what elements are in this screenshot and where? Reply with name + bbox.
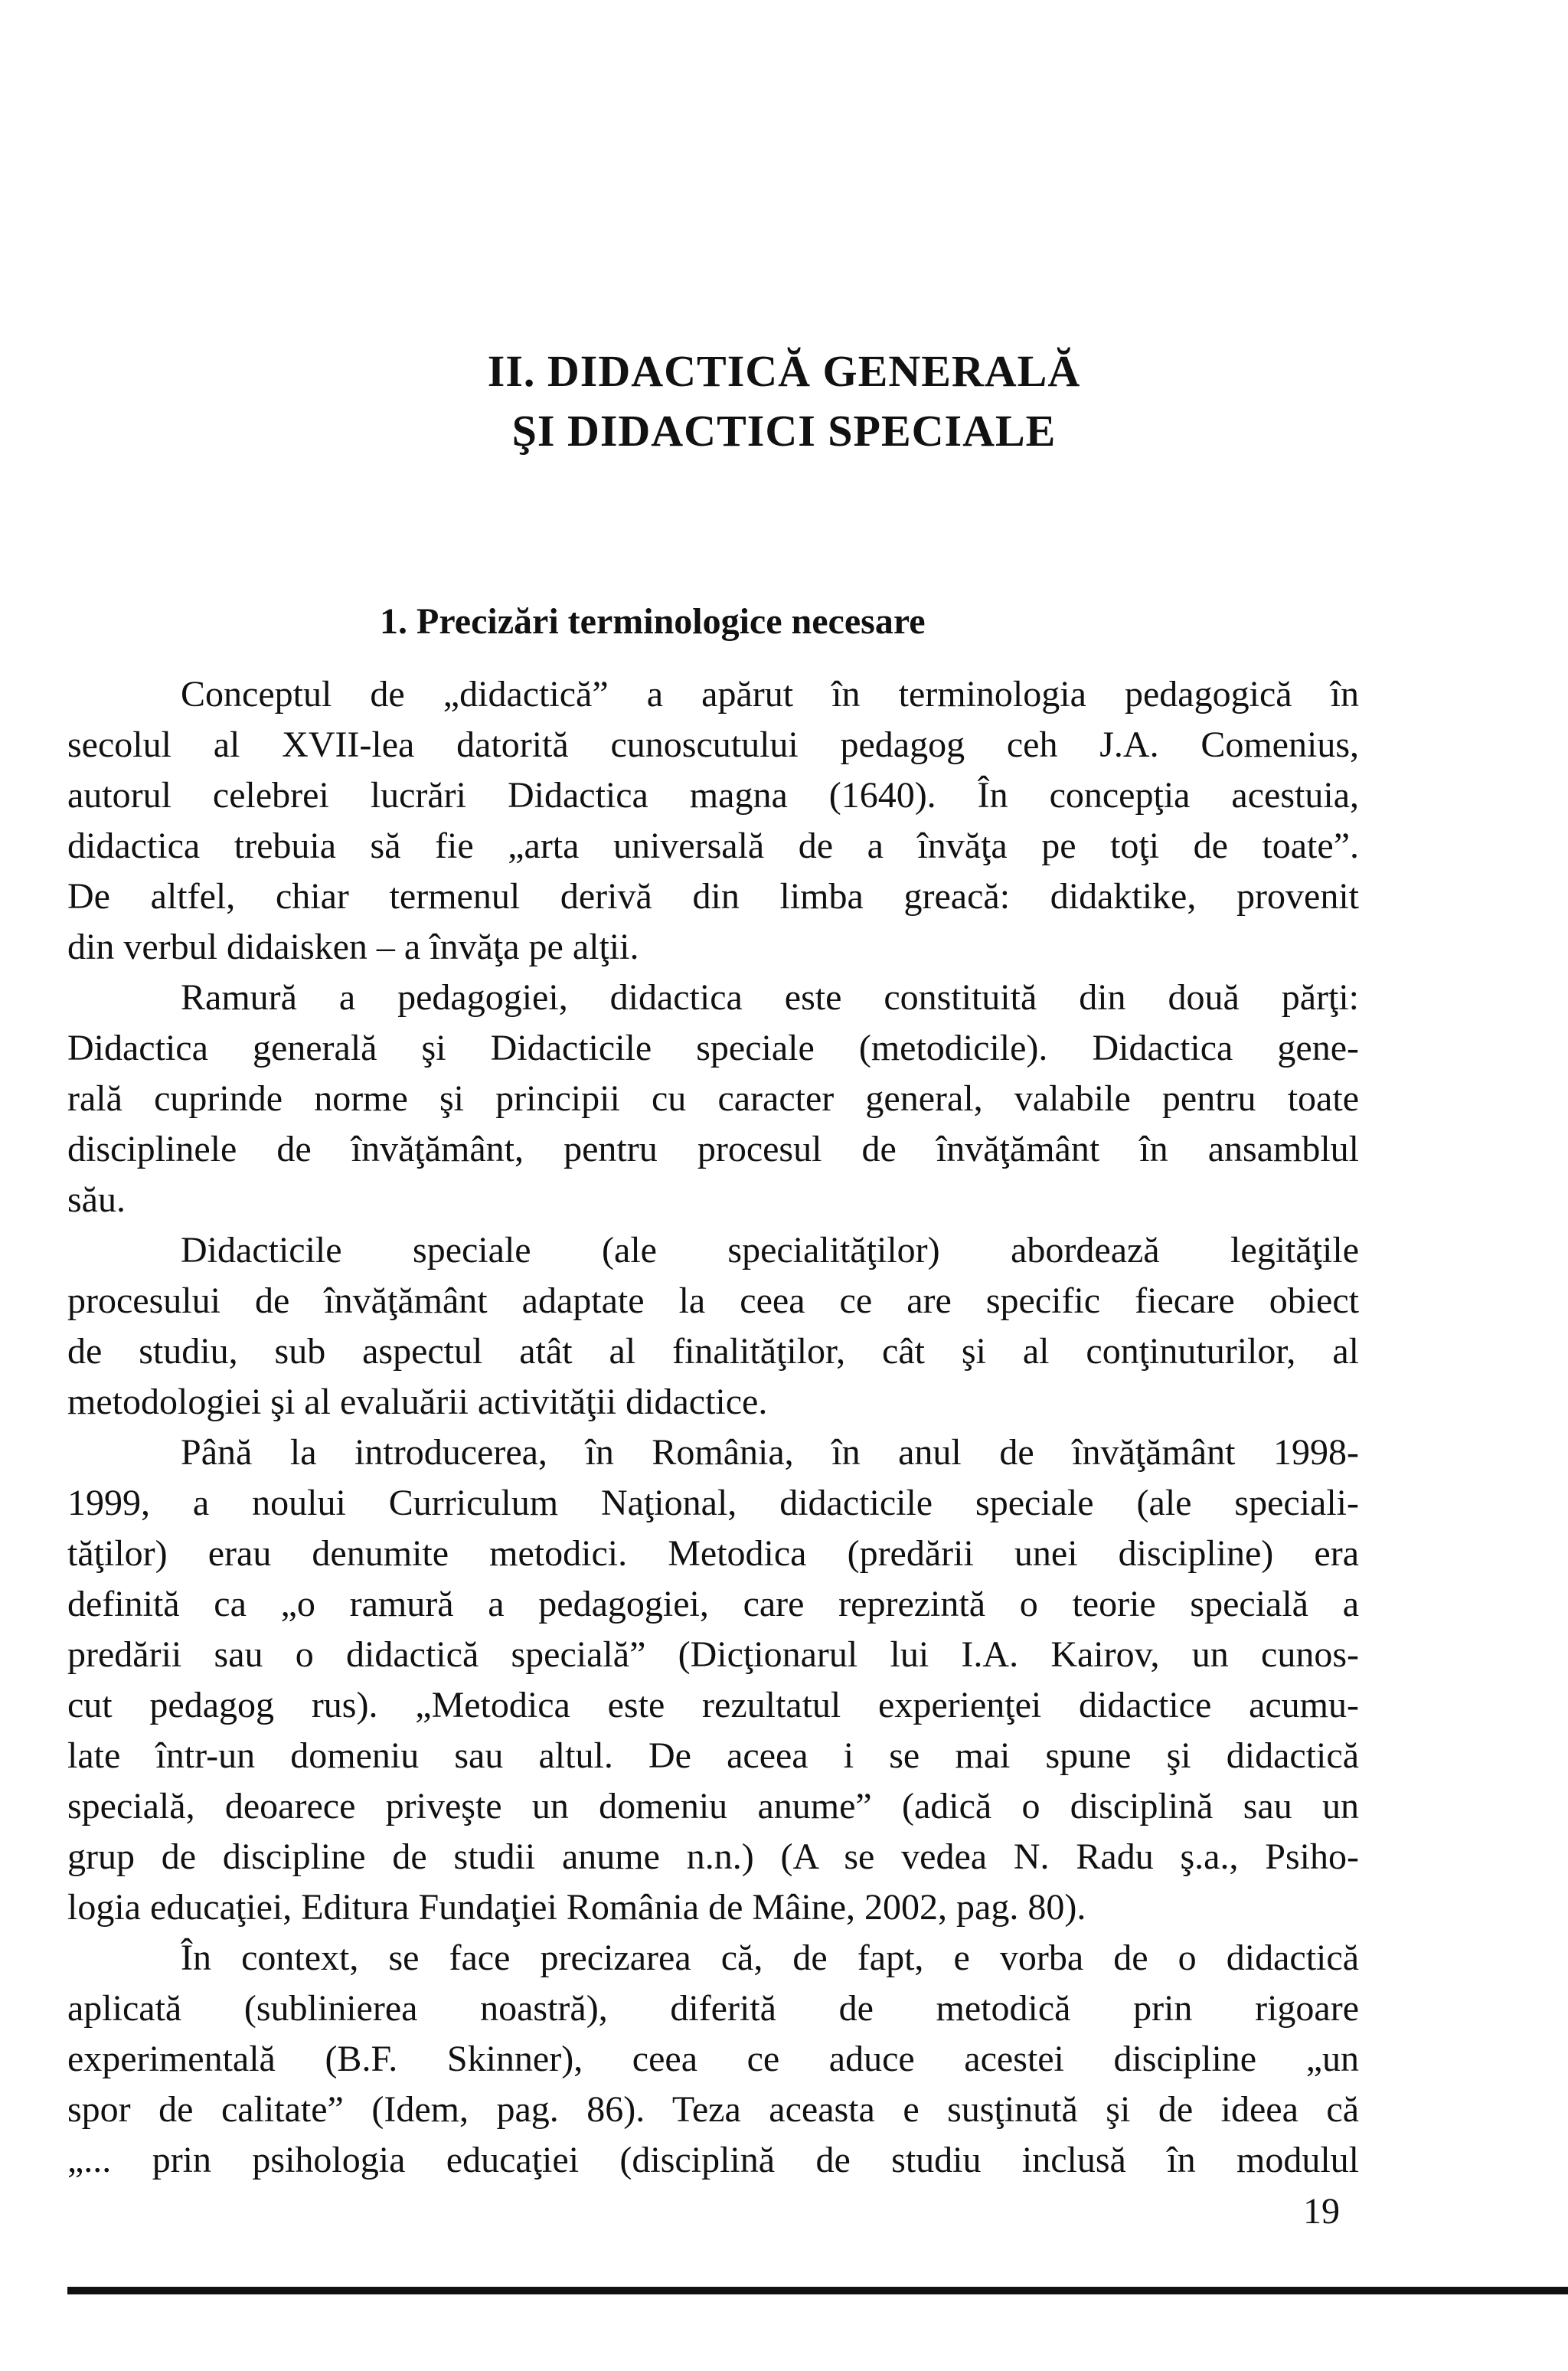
chapter-title-line-1: II. DIDACTICĂ GENERALĂ — [487, 346, 1081, 396]
body-line: tăţilor) erau denumite metodici. Metodica (predării unei discipline) era — [67, 1533, 1359, 1574]
body-line: metodologiei şi al evaluării activităţii didactice. — [67, 1382, 768, 1422]
body-line: rală cuprinde norme şi principii cu caracter general, valabile pentru toate — [67, 1078, 1359, 1119]
body-line: grup de discipline de studii anume n.n.) (A se vedea N. Radu ş.a., Psiho- — [67, 1836, 1359, 1877]
body-line: Până la introducerea, în România, în anul de învăţământ 1998- — [181, 1432, 1359, 1473]
body-line: În context, se face precizarea că, de fapt, e vorba de o didactică — [181, 1938, 1359, 1978]
body-line: late într-un domeniu sau altul. De aceea i se mai spune şi didactică — [67, 1735, 1359, 1776]
body-line: specială, deoarece priveşte un domeniu anume” (adică o disciplină sau un — [67, 1786, 1359, 1826]
page-number: 19 — [1303, 2191, 1340, 2232]
body-line: predării sau o didactică specială” (Dicţionarul lui I.A. Kairov, un cunos- — [67, 1634, 1359, 1675]
body-line: 1999, a noului Curriculum Naţional, didacticile speciale (ale speciali- — [67, 1483, 1359, 1523]
body-line: de studiu, sub aspectul atât al finalităţilor, cât şi al conţinuturilor, al — [67, 1331, 1359, 1372]
bottom-rule — [67, 2287, 1568, 2294]
body-line: experimentală (B.F. Skinner), ceea ce aduce acestei discipline „un — [67, 2039, 1359, 2079]
body-line: Didactica generală şi Didacticile speciale (metodicile). Didactica gene- — [67, 1028, 1359, 1068]
body-line: din verbul didaisken – a învăţa pe alţii. — [67, 927, 639, 967]
body-line: disciplinele de învăţământ, pentru procesul de învăţământ în ansamblul — [67, 1129, 1359, 1169]
body-line: definită ca „o ramură a pedagogiei, care reprezintă o teorie specială a — [67, 1584, 1359, 1624]
body-line: logia educaţiei, Editura Fundaţiei România de Mâine, 2002, pag. 80). — [67, 1887, 1086, 1928]
body-line: spor de calitate” (Idem, pag. 86). Teza aceasta e susţinută şi de ideea că — [67, 2089, 1359, 2130]
section-heading: 1. Precizări terminologice necesare — [380, 601, 926, 642]
body-line: aplicată (sublinierea noastră), diferită de metodică prin rigoare — [67, 1988, 1359, 2029]
body-line: De altfel, chiar termenul derivă din limba greacă: didaktike, provenit — [67, 876, 1359, 917]
chapter-title-line-2: ŞI DIDACTICI SPECIALE — [511, 406, 1057, 456]
body-line: didactica trebuia să fie „arta universală de a învăţa pe toţi de toate”. — [67, 826, 1359, 866]
body-line: autorul celebrei lucrări Didactica magna (1640). În concepţia acestuia, — [67, 775, 1359, 816]
body-line: Ramură a pedagogiei, didactica este constituită din două părţi: — [181, 977, 1359, 1018]
body-line: Conceptul de „didactică” a apărut în terminologia pedagogică în — [181, 674, 1359, 715]
body-line: cut pedagog rus). „Metodica este rezultatul experienţei didactice acumu- — [67, 1685, 1359, 1725]
body-line: procesului de învăţământ adaptate la ceea ce are specific fiecare obiect — [67, 1280, 1359, 1321]
body-line: său. — [67, 1179, 126, 1220]
body-line: Didacticile speciale (ale specialităţilor) abordează legităţile — [181, 1230, 1359, 1271]
body-line: „... prin psihologia educaţiei (disciplină de studiu inclusă în modulul — [67, 2140, 1359, 2180]
body-line: secolul al XVII-lea datorită cunoscutului pedagog ceh J.A. Comenius, — [67, 724, 1359, 765]
